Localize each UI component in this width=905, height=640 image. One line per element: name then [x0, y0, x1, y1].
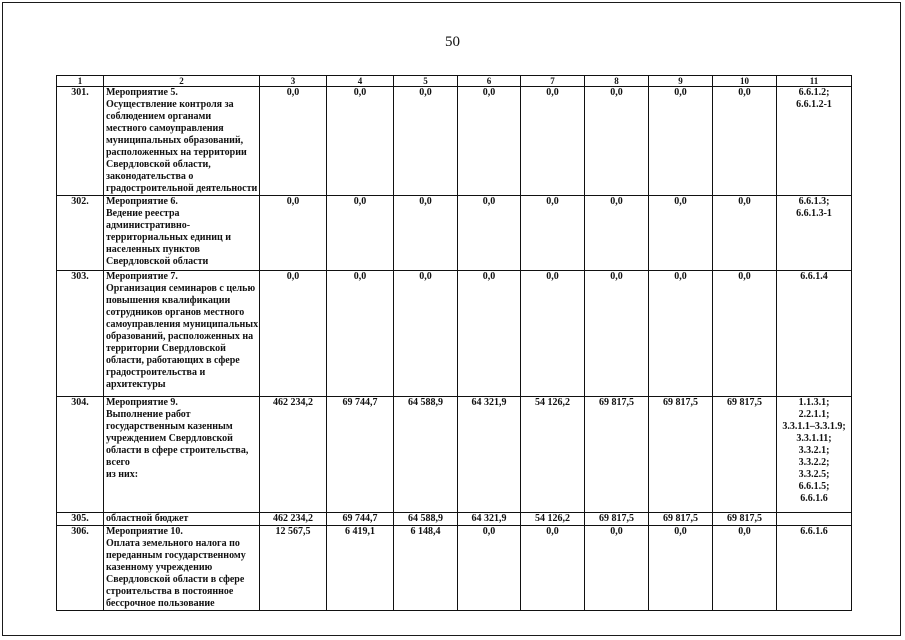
row-description — [104, 87, 260, 196]
description-line: всего — [106, 457, 130, 468]
indicator-ref: 3.3.2.2; — [798, 457, 830, 468]
row-number: 304. — [57, 397, 104, 513]
description-line: территориальных единиц и — [106, 232, 232, 243]
row-number: 302. — [57, 196, 104, 271]
value-cell-col-7: 54 126,2 — [521, 397, 585, 513]
value-cell-col-6: 0,0 — [458, 87, 521, 196]
description-line: переданным государственному — [106, 550, 246, 561]
description-line: образований, расположенных на — [106, 331, 254, 342]
table-row — [57, 87, 852, 196]
table-row — [57, 513, 852, 526]
description-line: архитектуры — [106, 379, 166, 390]
description-line: Осуществление контроля за — [106, 99, 234, 110]
target-indicator-refs — [777, 526, 852, 611]
description-line: области в сфере строительства, — [106, 445, 249, 456]
row-description — [104, 513, 260, 526]
description-line: муниципальных образований, — [106, 135, 244, 146]
value-cell-col-4: 69 744,7 — [327, 397, 394, 513]
value-cell-col-10: 69 817,5 — [713, 397, 777, 513]
value-cell-col-5: 0,0 — [394, 271, 458, 397]
target-indicator-refs — [777, 513, 852, 526]
page-number: 50 — [445, 34, 460, 50]
indicator-ref: 1.1.3.1; — [798, 397, 830, 408]
value-cell-col-6: 0,0 — [458, 526, 521, 611]
target-indicator-refs — [777, 87, 852, 196]
description-line: Выполнение работ — [106, 409, 191, 420]
value-cell-col-5: 6 148,4 — [394, 526, 458, 611]
header-row — [57, 76, 852, 87]
column-header-2: 2 — [104, 76, 260, 87]
target-indicator-refs — [777, 397, 852, 513]
column-header-6: 6 — [458, 76, 521, 87]
value-cell-col-6: 0,0 — [458, 271, 521, 397]
indicator-ref: 3.3.1.1–3.3.1.9; — [782, 421, 846, 432]
value-cell-col-4: 0,0 — [327, 87, 394, 196]
table-row — [57, 271, 852, 397]
description-line: Ведение реестра — [106, 208, 180, 219]
value-cell-col-3: 12 567,5 — [260, 526, 327, 611]
value-cell-col-9: 0,0 — [649, 526, 713, 611]
description-line: градостроительства и — [106, 367, 206, 378]
value-cell-col-10: 0,0 — [713, 271, 777, 397]
indicator-ref: 6.6.1.2-1 — [796, 99, 832, 110]
row-number: 303. — [57, 271, 104, 397]
value-cell-col-8: 0,0 — [585, 271, 649, 397]
value-cell-col-4: 69 744,7 — [327, 513, 394, 526]
value-cell-col-5: 0,0 — [394, 196, 458, 271]
column-header-4: 4 — [327, 76, 394, 87]
value-cell-col-3: 462 234,2 — [260, 513, 327, 526]
column-header-1: 1 — [57, 76, 104, 87]
row-number: 301. — [57, 87, 104, 196]
table-row — [57, 196, 852, 271]
value-cell-col-7: 0,0 — [521, 196, 585, 271]
value-cell-col-10: 69 817,5 — [713, 513, 777, 526]
description-line: расположенных на территории — [106, 147, 247, 158]
value-cell-col-9: 0,0 — [649, 87, 713, 196]
column-header-5: 5 — [394, 76, 458, 87]
value-cell-col-4: 6 419,1 — [327, 526, 394, 611]
value-cell-col-10: 0,0 — [713, 526, 777, 611]
value-cell-col-3: 462 234,2 — [260, 397, 327, 513]
column-header-7: 7 — [521, 76, 585, 87]
indicator-ref: 6.6.1.4 — [800, 271, 828, 282]
description-line: бессрочное пользование — [106, 598, 215, 609]
description-line: Свердловской области в сфере — [106, 574, 245, 585]
indicator-ref: 2.2.1.1; — [798, 409, 830, 420]
indicator-ref: 6.6.1.3; — [798, 196, 830, 207]
description-line: строительства в постоянное — [106, 586, 234, 597]
column-header-11: 11 — [777, 76, 852, 87]
indicator-ref: 6.6.1.6 — [800, 493, 828, 504]
row-number: 305. — [57, 513, 104, 526]
description-line: Мероприятие 9. — [106, 397, 178, 408]
table-row — [57, 397, 852, 513]
value-cell-col-6: 64 321,9 — [458, 397, 521, 513]
description-line: Мероприятие 7. — [106, 271, 178, 282]
indicator-ref: 3.3.2.1; — [798, 445, 830, 456]
indicator-ref: 6.6.1.5; — [798, 481, 830, 492]
row-number: 306. — [57, 526, 104, 611]
target-indicator-refs — [777, 196, 852, 271]
value-cell-col-10: 0,0 — [713, 196, 777, 271]
row-description — [104, 196, 260, 271]
description-line: Мероприятие 6. — [106, 196, 178, 207]
value-cell-col-7: 54 126,2 — [521, 513, 585, 526]
description-line: учреждением Свердловской — [106, 433, 233, 444]
value-cell-col-5: 64 588,9 — [394, 397, 458, 513]
budget-table — [56, 75, 852, 611]
description-line: казенному учреждению — [106, 562, 213, 573]
value-cell-col-9: 69 817,5 — [649, 397, 713, 513]
description-line: населенных пунктов — [106, 244, 200, 255]
indicator-ref: 3.3.1.11; — [796, 433, 832, 444]
value-cell-col-5: 64 588,9 — [394, 513, 458, 526]
row-description — [104, 397, 260, 513]
description-line: территории Свердловской — [106, 343, 226, 354]
table-body — [57, 87, 852, 611]
value-cell-col-5: 0,0 — [394, 87, 458, 196]
value-cell-col-9: 0,0 — [649, 196, 713, 271]
value-cell-col-8: 0,0 — [585, 526, 649, 611]
description-line: административно- — [106, 220, 191, 231]
description-line: государственным казенным — [106, 421, 233, 432]
value-cell-col-8: 69 817,5 — [585, 513, 649, 526]
value-cell-col-9: 69 817,5 — [649, 513, 713, 526]
description-line: из них: — [106, 469, 139, 480]
description-line: градостроительной деятельности — [106, 183, 258, 194]
description-line: Мероприятие 5. — [106, 87, 178, 98]
column-header-3: 3 — [260, 76, 327, 87]
value-cell-col-6: 64 321,9 — [458, 513, 521, 526]
column-header-9: 9 — [649, 76, 713, 87]
description-line: Мероприятие 10. — [106, 526, 183, 537]
indicator-ref: 6.6.1.3-1 — [796, 208, 832, 219]
value-cell-col-7: 0,0 — [521, 526, 585, 611]
description-line: Свердловской области, — [106, 159, 211, 170]
description-line: самоуправления муниципальных — [106, 319, 259, 330]
indicator-ref: 6.6.1.2; — [798, 87, 830, 98]
row-description — [104, 271, 260, 397]
row-description — [104, 526, 260, 611]
value-cell-col-3: 0,0 — [260, 87, 327, 196]
description-line: повышения квалификации — [106, 295, 231, 306]
value-cell-col-10: 0,0 — [713, 87, 777, 196]
description-line: Свердловской области — [106, 256, 209, 267]
target-indicator-refs — [777, 271, 852, 397]
value-cell-col-9: 0,0 — [649, 271, 713, 397]
value-cell-col-3: 0,0 — [260, 271, 327, 397]
description-line: области, работающих в сфере — [106, 355, 240, 366]
column-header-8: 8 — [585, 76, 649, 87]
value-cell-col-8: 0,0 — [585, 196, 649, 271]
table-header — [57, 76, 852, 87]
value-cell-col-7: 0,0 — [521, 87, 585, 196]
value-cell-col-8: 0,0 — [585, 87, 649, 196]
value-cell-col-4: 0,0 — [327, 271, 394, 397]
value-cell-col-6: 0,0 — [458, 196, 521, 271]
description-line: соблюдением органами — [106, 111, 212, 122]
description-line: Оплата земельного налога по — [106, 538, 240, 549]
description-line: Организация семинаров с целью — [106, 283, 256, 294]
value-cell-col-4: 0,0 — [327, 196, 394, 271]
indicator-ref: 6.6.1.6 — [800, 526, 828, 537]
column-header-10: 10 — [713, 76, 777, 87]
table-row — [57, 526, 852, 611]
description-line: сотрудников органов местного — [106, 307, 245, 318]
description-line: местного самоуправления — [106, 123, 224, 134]
value-cell-col-8: 69 817,5 — [585, 397, 649, 513]
indicator-ref: 3.3.2.5; — [798, 469, 830, 480]
description-line: областной бюджет — [106, 513, 189, 524]
value-cell-col-7: 0,0 — [521, 271, 585, 397]
description-line: законодательства о — [106, 171, 194, 182]
value-cell-col-3: 0,0 — [260, 196, 327, 271]
